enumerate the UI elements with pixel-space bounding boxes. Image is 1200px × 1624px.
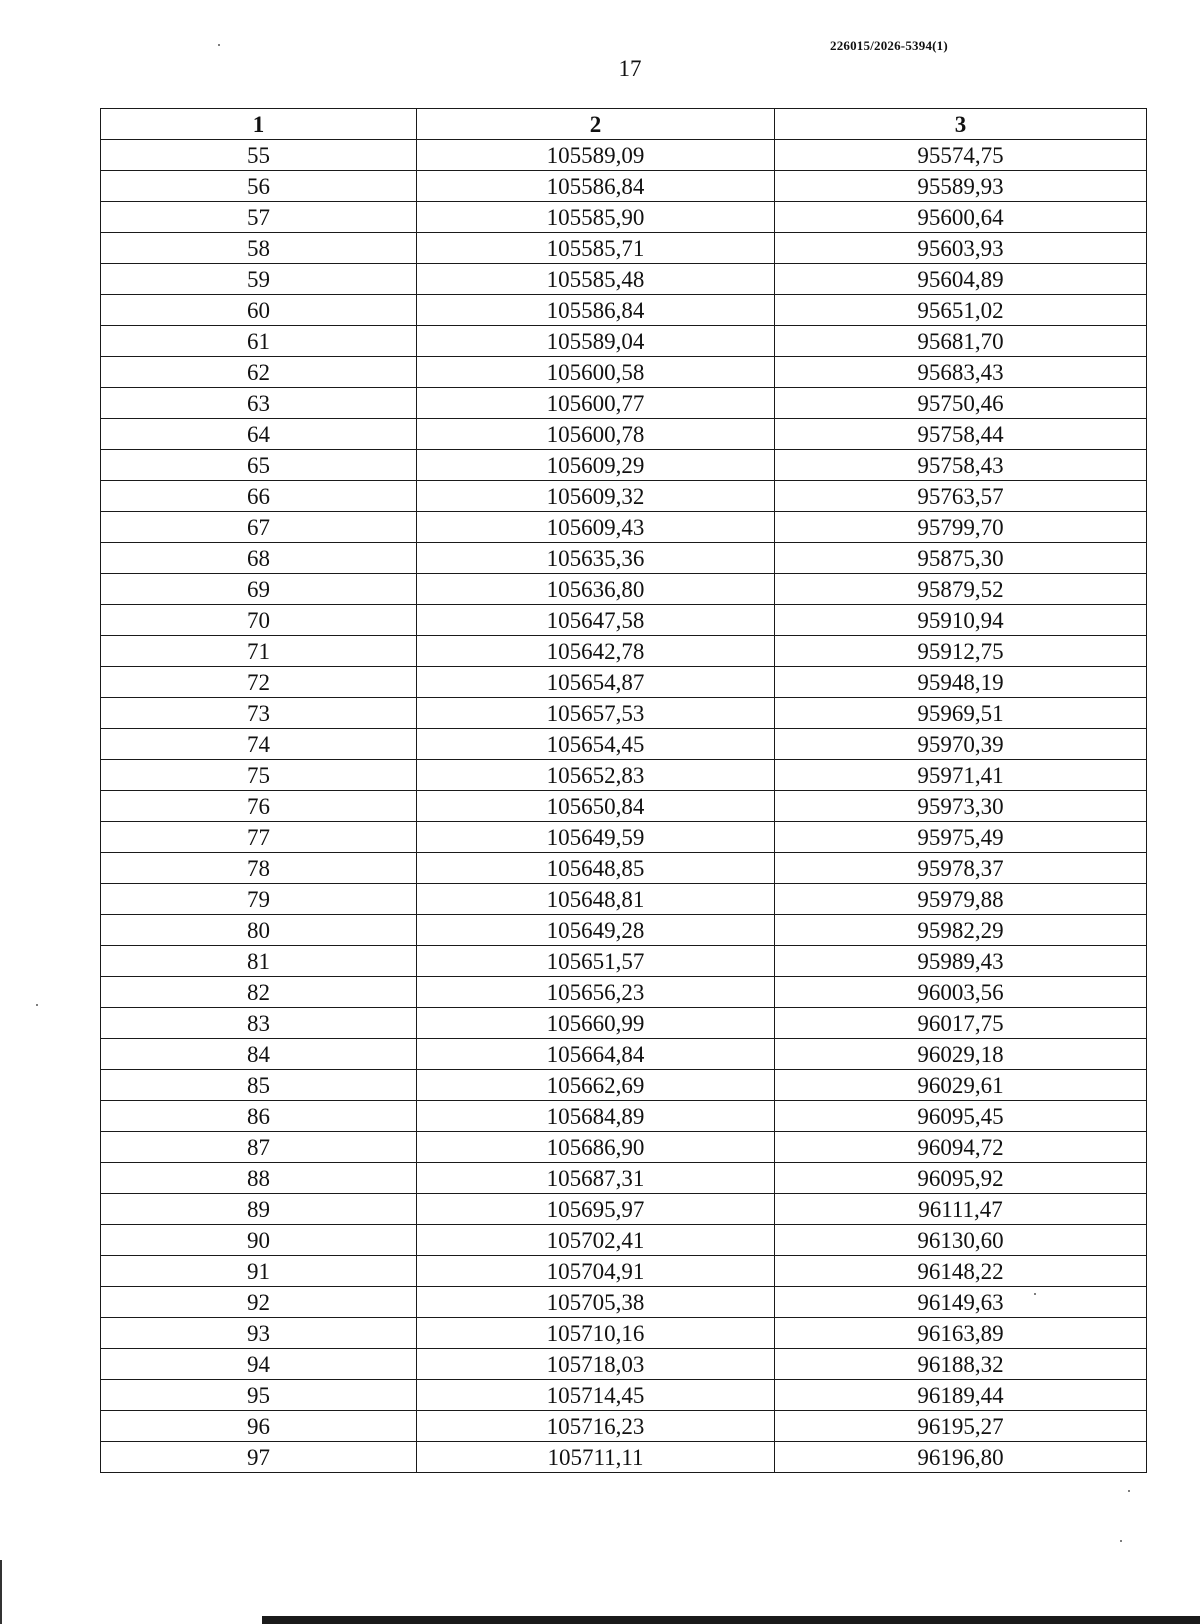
table-cell-col-3: 96130,60 [775, 1225, 1147, 1256]
table-cell-col-2: 105656,23 [417, 977, 775, 1008]
table-row [101, 822, 1147, 853]
table-cell-col-3: 95970,39 [775, 729, 1147, 760]
table-cell-col-1: 62 [101, 357, 417, 388]
table-cell-col-1: 75 [101, 760, 417, 791]
table-cell-col-3: 95910,94 [775, 605, 1147, 636]
table-cell-col-3: 96196,80 [775, 1442, 1147, 1473]
table-cell-col-1: 69 [101, 574, 417, 605]
table-row [101, 1163, 1147, 1194]
table-cell-col-1: 80 [101, 915, 417, 946]
table-cell-col-3: 95971,41 [775, 760, 1147, 791]
table-row [101, 791, 1147, 822]
table-cell-col-1: 63 [101, 388, 417, 419]
table-cell-col-2: 105636,80 [417, 574, 775, 605]
table-row [101, 357, 1147, 388]
table-cell-col-1: 90 [101, 1225, 417, 1256]
table-cell-col-1: 60 [101, 295, 417, 326]
table-cell-col-2: 105660,99 [417, 1008, 775, 1039]
column-header-1: 1 [101, 109, 417, 140]
table-row [101, 140, 1147, 171]
table-cell-col-3: 96003,56 [775, 977, 1147, 1008]
table-cell-col-2: 105702,41 [417, 1225, 775, 1256]
table-cell-col-3: 95875,30 [775, 543, 1147, 574]
table-cell-col-2: 105648,85 [417, 853, 775, 884]
table-cell-col-3: 95574,75 [775, 140, 1147, 171]
table-cell-col-2: 105635,36 [417, 543, 775, 574]
table-cell-col-3: 96188,32 [775, 1349, 1147, 1380]
table-row [101, 1039, 1147, 1070]
table-cell-col-3: 95589,93 [775, 171, 1147, 202]
table-cell-col-3: 95969,51 [775, 698, 1147, 729]
table-cell-col-3: 95603,93 [775, 233, 1147, 264]
table-cell-col-2: 105686,90 [417, 1132, 775, 1163]
table-cell-col-2: 105586,84 [417, 171, 775, 202]
table-cell-col-2: 105711,11 [417, 1442, 775, 1473]
scan-speck [36, 1004, 38, 1006]
table-cell-col-1: 72 [101, 667, 417, 698]
table-cell-col-1: 86 [101, 1101, 417, 1132]
table-row [101, 388, 1147, 419]
table-cell-col-2: 105600,78 [417, 419, 775, 450]
table-row [101, 760, 1147, 791]
table-cell-col-2: 105589,09 [417, 140, 775, 171]
table-cell-col-3: 96149,63 [775, 1287, 1147, 1318]
table-cell-col-1: 56 [101, 171, 417, 202]
table-cell-col-1: 68 [101, 543, 417, 574]
table-header-row [101, 109, 1147, 140]
table-row [101, 853, 1147, 884]
table-cell-col-1: 92 [101, 1287, 417, 1318]
table-cell-col-3: 95912,75 [775, 636, 1147, 667]
table-row [101, 1225, 1147, 1256]
table-cell-col-1: 97 [101, 1442, 417, 1473]
table-row [101, 1380, 1147, 1411]
table-cell-col-1: 91 [101, 1256, 417, 1287]
table-cell-col-3: 96095,92 [775, 1163, 1147, 1194]
table-row [101, 543, 1147, 574]
table-cell-col-3: 96094,72 [775, 1132, 1147, 1163]
table-cell-col-3: 95604,89 [775, 264, 1147, 295]
table-cell-col-1: 55 [101, 140, 417, 171]
table-cell-col-1: 94 [101, 1349, 417, 1380]
table-cell-col-2: 105642,78 [417, 636, 775, 667]
table-row [101, 1411, 1147, 1442]
table-cell-col-3: 95750,46 [775, 388, 1147, 419]
table-row [101, 512, 1147, 543]
table-cell-col-1: 67 [101, 512, 417, 543]
table-cell-col-1: 95 [101, 1380, 417, 1411]
table-row [101, 1287, 1147, 1318]
table-cell-col-1: 83 [101, 1008, 417, 1039]
table-cell-col-2: 105647,58 [417, 605, 775, 636]
table-cell-col-2: 105654,45 [417, 729, 775, 760]
table-cell-col-3: 95948,19 [775, 667, 1147, 698]
table-cell-col-2: 105657,53 [417, 698, 775, 729]
table-row [101, 1008, 1147, 1039]
table-cell-col-2: 105714,45 [417, 1380, 775, 1411]
table-cell-col-2: 105662,69 [417, 1070, 775, 1101]
table-cell-col-2: 105695,97 [417, 1194, 775, 1225]
table-row [101, 977, 1147, 1008]
table-row [101, 636, 1147, 667]
document-number: 226015/2026-5394(1) [830, 38, 948, 53]
table-cell-col-3: 95979,88 [775, 884, 1147, 915]
table-row [101, 884, 1147, 915]
table-row [101, 419, 1147, 450]
table-row [101, 1349, 1147, 1380]
table-cell-col-3: 96189,44 [775, 1380, 1147, 1411]
table-cell-col-3: 95975,49 [775, 822, 1147, 853]
scan-speck [218, 44, 220, 46]
table-row [101, 326, 1147, 357]
table-cell-col-2: 105609,32 [417, 481, 775, 512]
table-cell-col-3: 96017,75 [775, 1008, 1147, 1039]
coordinates-table [100, 108, 1147, 1473]
table-cell-col-3: 96163,89 [775, 1318, 1147, 1349]
scan-bottom-bar [262, 1616, 1200, 1624]
table-cell-col-2: 105704,91 [417, 1256, 775, 1287]
table-cell-col-1: 58 [101, 233, 417, 264]
table-row [101, 1070, 1147, 1101]
table-cell-col-1: 76 [101, 791, 417, 822]
table-cell-col-1: 70 [101, 605, 417, 636]
table-row [101, 1256, 1147, 1287]
table-row [101, 481, 1147, 512]
table-cell-col-3: 95763,57 [775, 481, 1147, 512]
table-row [101, 946, 1147, 977]
table-cell-col-1: 89 [101, 1194, 417, 1225]
table-cell-col-1: 88 [101, 1163, 417, 1194]
table-cell-col-1: 84 [101, 1039, 417, 1070]
table-row [101, 605, 1147, 636]
table-cell-col-2: 105654,87 [417, 667, 775, 698]
table-cell-col-2: 105705,38 [417, 1287, 775, 1318]
table-cell-col-2: 105684,89 [417, 1101, 775, 1132]
table-cell-col-3: 95799,70 [775, 512, 1147, 543]
table-row [101, 171, 1147, 202]
table-cell-col-3: 96029,61 [775, 1070, 1147, 1101]
column-header-3: 3 [775, 109, 1147, 140]
table-cell-col-2: 105609,43 [417, 512, 775, 543]
table-cell-col-3: 95600,64 [775, 202, 1147, 233]
table-cell-col-2: 105649,59 [417, 822, 775, 853]
table-cell-col-3: 96095,45 [775, 1101, 1147, 1132]
table-row [101, 202, 1147, 233]
table-cell-col-2: 105687,31 [417, 1163, 775, 1194]
table-row [101, 915, 1147, 946]
table-cell-col-3: 95758,43 [775, 450, 1147, 481]
table-cell-col-1: 61 [101, 326, 417, 357]
table-cell-col-1: 77 [101, 822, 417, 853]
table-cell-col-1: 71 [101, 636, 417, 667]
table-cell-col-1: 85 [101, 1070, 417, 1101]
table-cell-col-3: 95651,02 [775, 295, 1147, 326]
table-cell-col-2: 105664,84 [417, 1039, 775, 1070]
table-cell-col-2: 105585,48 [417, 264, 775, 295]
table-cell-col-1: 87 [101, 1132, 417, 1163]
table-cell-col-3: 95978,37 [775, 853, 1147, 884]
table-cell-col-1: 73 [101, 698, 417, 729]
table-row [101, 1194, 1147, 1225]
table-cell-col-2: 105585,90 [417, 202, 775, 233]
table-body [101, 140, 1147, 1473]
scan-speck [1034, 1293, 1036, 1295]
table-cell-col-2: 105600,77 [417, 388, 775, 419]
table-cell-col-1: 57 [101, 202, 417, 233]
table-row [101, 1101, 1147, 1132]
table-cell-col-2: 105585,71 [417, 233, 775, 264]
table-row [101, 574, 1147, 605]
table-row [101, 698, 1147, 729]
page-number: 17 [618, 56, 642, 81]
scan-edge-mark [0, 1560, 2, 1624]
column-header-2: 2 [417, 109, 775, 140]
table-row [101, 264, 1147, 295]
table-cell-col-1: 74 [101, 729, 417, 760]
table-cell-col-3: 96111,47 [775, 1194, 1147, 1225]
table-cell-col-3: 95989,43 [775, 946, 1147, 977]
table-row [101, 233, 1147, 264]
table-cell-col-3: 95879,52 [775, 574, 1147, 605]
table-cell-col-3: 95973,30 [775, 791, 1147, 822]
scan-speck [1128, 1490, 1130, 1492]
table-cell-col-2: 105718,03 [417, 1349, 775, 1380]
table-cell-col-3: 95683,43 [775, 357, 1147, 388]
table-cell-col-1: 64 [101, 419, 417, 450]
table-cell-col-1: 93 [101, 1318, 417, 1349]
table-cell-col-2: 105652,83 [417, 760, 775, 791]
table-cell-col-1: 66 [101, 481, 417, 512]
table-cell-col-1: 65 [101, 450, 417, 481]
table-cell-col-1: 59 [101, 264, 417, 295]
table-cell-col-1: 78 [101, 853, 417, 884]
table-cell-col-2: 105648,81 [417, 884, 775, 915]
table-cell-col-1: 96 [101, 1411, 417, 1442]
table-cell-col-1: 82 [101, 977, 417, 1008]
table-cell-col-2: 105649,28 [417, 915, 775, 946]
table-cell-col-1: 79 [101, 884, 417, 915]
table-row [101, 450, 1147, 481]
table-cell-col-3: 96029,18 [775, 1039, 1147, 1070]
scan-speck [1120, 1540, 1122, 1542]
table-cell-col-3: 96148,22 [775, 1256, 1147, 1287]
table-cell-col-3: 95758,44 [775, 419, 1147, 450]
table-cell-col-2: 105600,58 [417, 357, 775, 388]
table-row [101, 295, 1147, 326]
table-cell-col-1: 81 [101, 946, 417, 977]
table-cell-col-2: 105589,04 [417, 326, 775, 357]
table-row [101, 1442, 1147, 1473]
table-cell-col-3: 95681,70 [775, 326, 1147, 357]
table-cell-col-2: 105651,57 [417, 946, 775, 977]
table-row [101, 1132, 1147, 1163]
table-cell-col-2: 105586,84 [417, 295, 775, 326]
table-row [101, 667, 1147, 698]
table-cell-col-2: 105716,23 [417, 1411, 775, 1442]
table-cell-col-3: 96195,27 [775, 1411, 1147, 1442]
table-cell-col-3: 95982,29 [775, 915, 1147, 946]
table-cell-col-2: 105650,84 [417, 791, 775, 822]
table-row [101, 729, 1147, 760]
table-cell-col-2: 105710,16 [417, 1318, 775, 1349]
table-cell-col-2: 105609,29 [417, 450, 775, 481]
table-row [101, 1318, 1147, 1349]
